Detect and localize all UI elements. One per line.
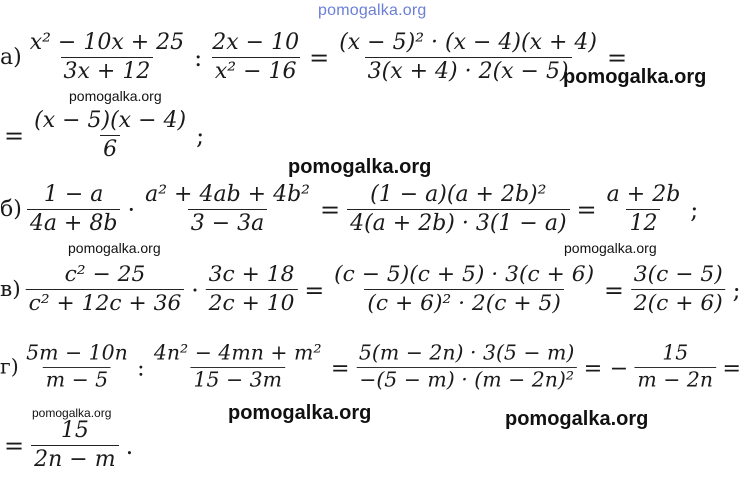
numerator: (x − 5)² · (x − 4)(x + 4) (339, 30, 597, 55)
operator: = (304, 275, 325, 304)
fraction (331, 262, 597, 316)
watermark: pomogalka.org (288, 156, 432, 178)
denominator: 15 − 3m (191, 367, 285, 393)
watermark: pomogalka.org (32, 406, 112, 420)
numerator: (1 − a)(a + 2b)² (370, 182, 547, 207)
denominator: 6 (100, 135, 120, 163)
fraction (635, 342, 716, 393)
operator: · (191, 275, 199, 304)
denominator: 4(a + 2b) · 3(1 − a) (347, 209, 569, 237)
numerator: a² + 4ab + 4b² (145, 182, 310, 207)
watermark-top: pomogalka.org (318, 2, 427, 19)
operator: · (127, 195, 136, 224)
watermark: pomogalka.org (228, 402, 372, 424)
equation-line (0, 342, 745, 393)
watermark: pomogalka.org (505, 408, 649, 430)
denominator: 3x + 12 (61, 57, 154, 85)
operator: = (330, 354, 350, 381)
fraction (23, 342, 130, 393)
fraction (604, 182, 684, 237)
item-label: в) (0, 277, 21, 302)
fraction (206, 262, 298, 316)
operator: ; (690, 195, 699, 224)
watermark: pomogalka.org (564, 240, 657, 256)
numerator: 4n² − 4mn + m² (153, 341, 322, 366)
fraction (26, 262, 185, 316)
fraction (27, 182, 121, 237)
numerator: 1 − a (43, 182, 104, 207)
operator: = (606, 43, 628, 72)
fraction (31, 108, 189, 163)
watermark: pomogalka.org (68, 240, 161, 256)
operator: : (137, 354, 145, 381)
numerator: 5m − 10n (26, 341, 128, 366)
item-label: г) (0, 355, 19, 380)
denominator: 2(c + 6) (631, 289, 726, 317)
fraction (347, 182, 569, 237)
operator: ; (196, 121, 205, 150)
numerator: 15 (662, 341, 689, 366)
denominator: 2c + 10 (206, 289, 298, 317)
operator: . (125, 431, 134, 460)
operator: = (603, 275, 624, 304)
numerator: 3(c − 5) (633, 262, 723, 288)
operator: = − (583, 354, 629, 381)
fraction (336, 30, 600, 85)
denominator: 2n − m (31, 445, 118, 473)
item-label: б) (0, 197, 22, 222)
operator: ; (732, 275, 741, 304)
equation-line (0, 418, 137, 473)
denominator: 12 (626, 209, 660, 237)
denominator: −(5 − m) · (m − 2n)² (356, 367, 576, 393)
numerator: a + 2b (606, 182, 681, 207)
numerator: x² − 10x + 25 (29, 30, 185, 55)
fraction (142, 182, 313, 237)
operator: = (4, 121, 25, 150)
denominator: m − 5 (43, 367, 111, 393)
numerator: 15 (60, 418, 89, 443)
watermark: pomogalka.org (563, 66, 707, 88)
operator: = (309, 43, 330, 72)
watermark: pomogalka.org (69, 88, 162, 104)
numerator: 5(m − 2n) · 3(5 − m) (358, 341, 575, 366)
denominator: m − 2n (635, 367, 716, 393)
fraction (151, 342, 324, 393)
fraction (209, 30, 302, 85)
fraction (356, 342, 577, 393)
denominator: x² − 16 (212, 57, 300, 85)
denominator: 4a + 8b (27, 209, 121, 237)
numerator: (x − 5)(x − 4) (34, 108, 187, 133)
numerator: c² − 25 (64, 262, 146, 288)
numerator: (c − 5)(c + 5) · 3(c + 6) (334, 262, 595, 288)
denominator: 3 − 3a (188, 209, 268, 237)
fraction (27, 30, 187, 85)
item-label: а) (0, 45, 22, 70)
equation-line (0, 30, 631, 85)
denominator: 3(x + 4) · 2(x − 5) (365, 57, 572, 85)
operator: = (576, 195, 597, 224)
numerator: 3c + 18 (208, 262, 295, 288)
operator: : (194, 43, 203, 72)
operator: = (722, 354, 742, 381)
equation-line (0, 108, 208, 163)
denominator: c² + 12c + 36 (26, 289, 185, 317)
fraction (631, 262, 726, 316)
fraction (31, 418, 118, 473)
operator: = (319, 195, 341, 224)
operator: = (4, 431, 25, 460)
equation-line (0, 262, 745, 316)
denominator: (c + 6)² · 2(c + 5) (364, 289, 563, 317)
numerator: 2x − 10 (212, 30, 300, 55)
equation-line (0, 182, 702, 237)
